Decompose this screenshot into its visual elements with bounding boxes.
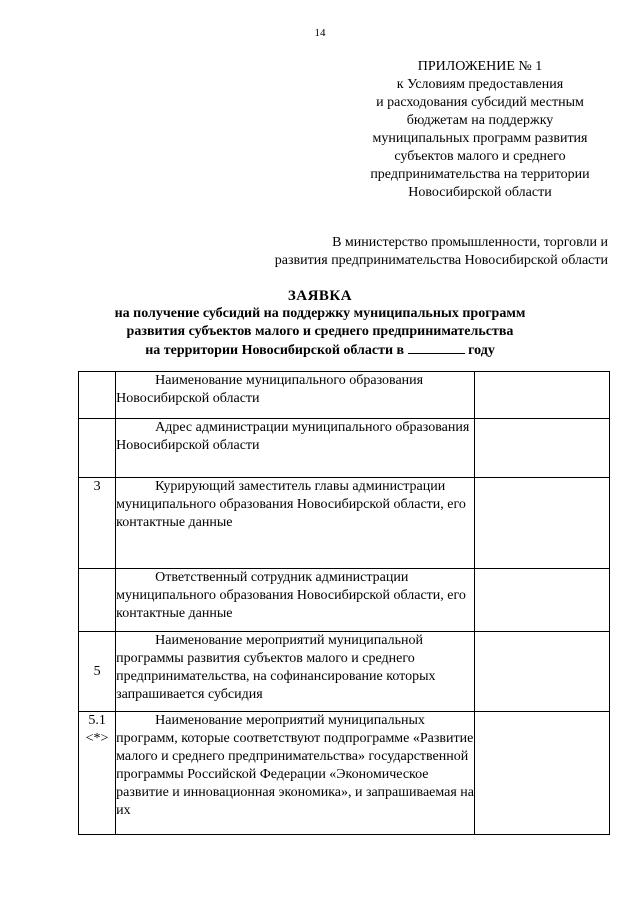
appendix-line: бюджетам на поддержку (406, 113, 554, 128)
row-text: Ответственный сотрудник администрации муниципального образования Новосибирской области, его контактные данные (116, 570, 466, 621)
title-last-line (0, 341, 640, 360)
appendix-line: и расходования субсидий местным (376, 95, 584, 110)
row-value-cell (475, 478, 610, 569)
row-description (116, 419, 475, 478)
document-title (0, 287, 640, 360)
table-row (79, 478, 610, 569)
row-number-cell (79, 712, 116, 835)
row-description (116, 712, 475, 835)
row-number (79, 372, 116, 419)
row-description (116, 569, 475, 632)
table-row (79, 419, 610, 478)
recipient-line: развития предпринимательства Новосибирской области (274, 253, 608, 268)
title-line: на получение субсидий на поддержку муниципальных программ (114, 306, 526, 321)
row-value-cell (475, 712, 610, 835)
row-number (79, 569, 116, 632)
row-text: Курирующий заместитель главы администрации муниципального образования Новосибирской области, его контактные данные (116, 479, 466, 530)
table-row (79, 632, 610, 712)
row-text: Наименование мероприятий муниципальной программы развития субъектов малого и среднего предпринимательства, на софинансирование которых запрашивается субсидия (116, 633, 436, 702)
appendix-line: предпринимательства на территории (370, 167, 590, 182)
row-text: Наименование муниципального образования Новосибирской области (116, 373, 424, 406)
title-last-suffix: году (468, 343, 495, 358)
footnote-marker: <*> (85, 731, 109, 746)
row-value-cell (475, 569, 610, 632)
row-number: 5 (79, 632, 116, 712)
row-value-cell (475, 372, 610, 419)
appendix-line: субъектов малого и среднего (394, 149, 566, 164)
year-blank (408, 341, 465, 354)
recipient-line: В министерство промышленности, торговли и (332, 235, 608, 250)
table-row (79, 712, 610, 835)
row-value-cell (475, 419, 610, 478)
row-description (116, 478, 475, 569)
table-row (79, 569, 610, 632)
row-text: Адрес администрации муниципального образования Новосибирской области (116, 420, 470, 453)
appendix-block (340, 58, 620, 202)
appendix-line: к Условиям предоставления (396, 77, 564, 92)
row-number: 5.1 (88, 713, 106, 728)
row-description (116, 632, 475, 712)
row-number: 3 (79, 478, 116, 569)
table-row (79, 372, 610, 419)
row-description (116, 372, 475, 419)
application-form-table (78, 371, 610, 835)
title-last-prefix: на территории Новосибирской области в (145, 343, 405, 358)
title-line: развития субъектов малого и среднего предпринимательства (126, 324, 514, 339)
row-text: Наименование мероприятий муниципальных программ, которые соответствуют подпрограмме «Развитие малого и среднего предпринимательства» государственной программы Российской Федерации «Экономическое развитие и инновационная экономика», и запрашиваемая на их (116, 713, 475, 818)
title-main: ЗАЯВКА (287, 288, 353, 304)
recipient-block (208, 234, 608, 270)
row-value-cell (475, 632, 610, 712)
appendix-line: Новосибирской области (408, 185, 552, 200)
appendix-title: ПРИЛОЖЕНИЕ № 1 (417, 59, 543, 74)
page-number: 14 (314, 27, 326, 39)
row-number (79, 419, 116, 478)
appendix-line: муниципальных программ развития (372, 131, 588, 146)
